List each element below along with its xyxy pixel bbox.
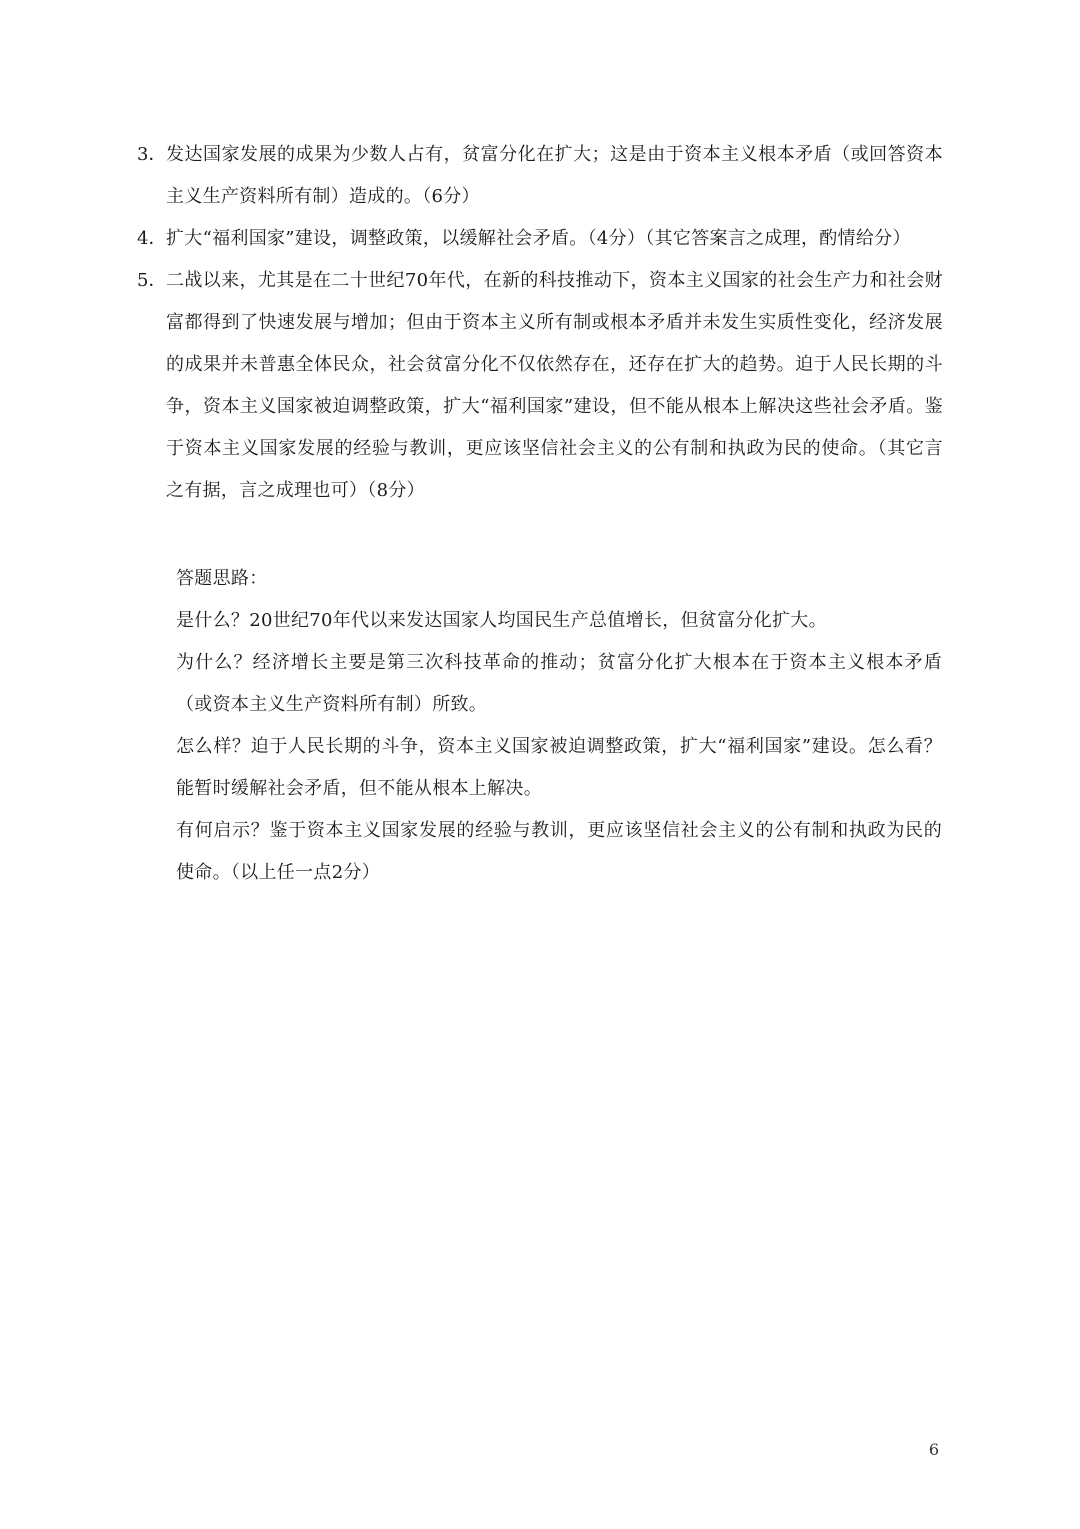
answer-list: [137, 134, 943, 512]
answer-text: 发达国家发展的成果为少数人占有，贫富分化在扩大；这是由于资本主义根本矛盾（或回答资本主义生产资料所有制）造成的。（6分）: [166, 144, 943, 207]
answer-item-3: [137, 134, 943, 218]
answer-item-5: [137, 260, 943, 512]
answer-number: 5．: [137, 270, 167, 291]
analysis-heading: 答题思路：: [176, 568, 268, 589]
analysis-what: 是什么？20世纪70年代以来发达国家人均国民生产总值增长，但贫富分化扩大。: [176, 610, 827, 631]
answer-text: 二战以来，尤其是在二十世纪70年代，在新的科技推动下，资本主义国家的社会生产力和社会财富都得到了快速发展与增加；但由于资本主义所有制或根本矛盾并未发生实质性变化，经济发展的成果并未普惠全体民众，社会贫富分化不仅依然存在，还存在扩大的趋势。迫于人民长期的斗争，资本主义国家被迫调整政策，扩大“福利国家”建设，但不能从根本上解决这些社会矛盾。鉴于资本主义国家发展的经验与教训，更应该坚信社会主义的公有制和执政为民的使命。（其它言之有据，言之成理也可）（8分）: [166, 270, 943, 501]
answer-item-4: [137, 218, 943, 260]
analysis-why: 为什么？经济增长主要是第三次科技革命的推动；贫富分化扩大根本在于资本主义根本矛盾（或资本主义生产资料所有制）所致。: [176, 652, 942, 715]
answer-text: 扩大“福利国家”建设，调整政策，以缓解社会矛盾。（4分）（其它答案言之成理，酌情给分）: [166, 228, 911, 249]
answer-number: 3．: [137, 144, 167, 165]
answer-analysis: [176, 558, 942, 894]
answer-number: 4．: [137, 228, 167, 249]
page-number: 6: [928, 1440, 939, 1459]
analysis-inspiration: 有何启示？鉴于资本主义国家发展的经验与教训，更应该坚信社会主义的公有制和执政为民的使命。（以上任一点2分）: [176, 820, 942, 883]
analysis-how: 怎么样？迫于人民长期的斗争，资本主义国家被迫调整政策，扩大“福利国家”建设。怎么看？能暂时缓解社会矛盾，但不能从根本上解决。: [176, 736, 942, 799]
